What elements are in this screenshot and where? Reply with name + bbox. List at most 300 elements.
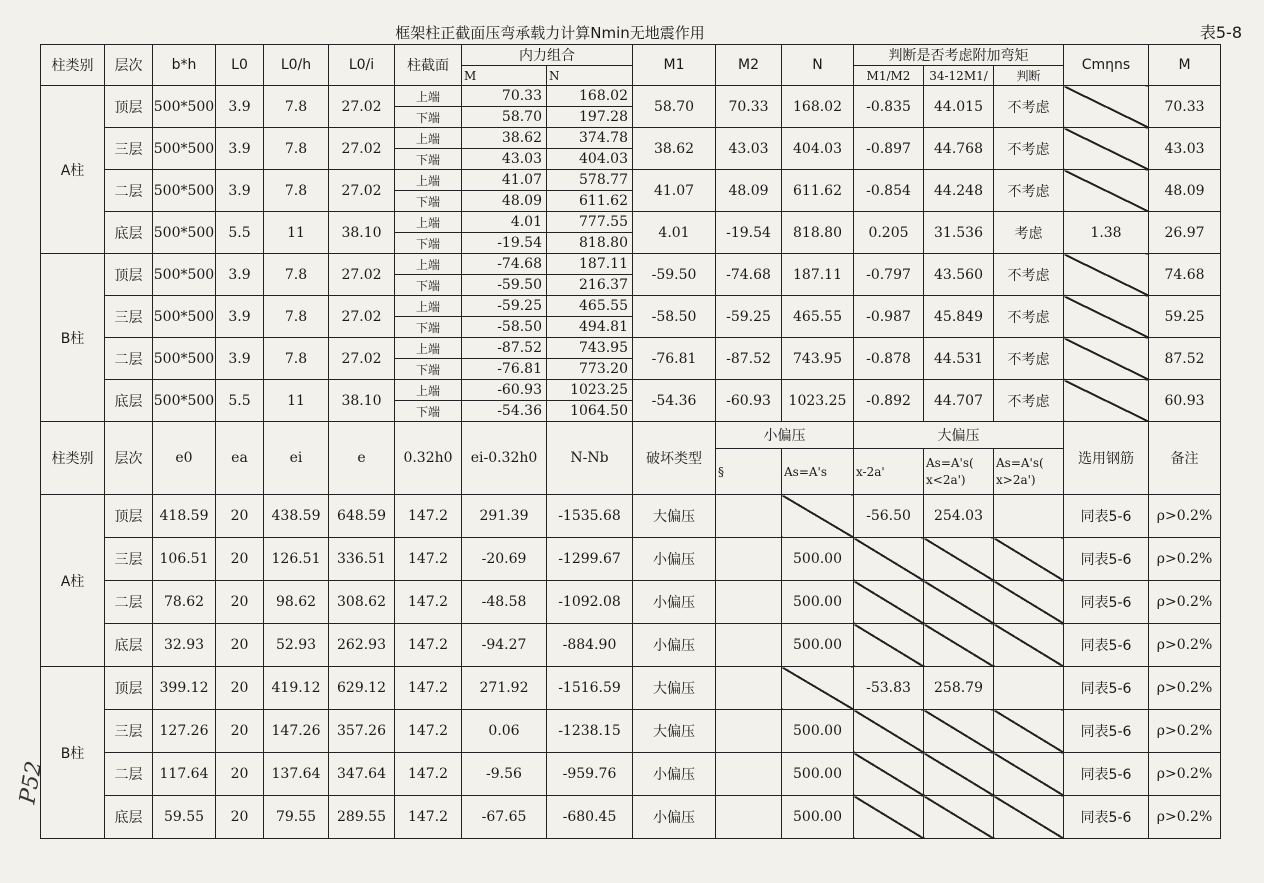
- as-small-cell: 500.00: [782, 538, 854, 581]
- section-bottom-label: 下端: [395, 191, 462, 212]
- e0-cell: 32.93: [153, 624, 216, 667]
- floor-cell: 顶层: [105, 86, 153, 128]
- l0i-cell: 27.02: [329, 170, 395, 212]
- as-small-cell: 500.00: [782, 710, 854, 753]
- as-gt-cell: [994, 710, 1064, 753]
- bh-cell: 500*500: [153, 254, 216, 296]
- x2a-cell: -53.83: [854, 667, 924, 710]
- floor-cell: 底层: [105, 212, 153, 254]
- header-l0: L0: [216, 45, 264, 86]
- as-gt-cell: [994, 667, 1064, 710]
- rebar-cell: 同表5-6: [1064, 710, 1149, 753]
- h032-cell: 147.2: [395, 538, 462, 581]
- n-cell: 611.62: [782, 170, 854, 212]
- failure-type-cell: 大偏压: [633, 710, 716, 753]
- formula-cell: 44.015: [924, 86, 994, 128]
- m1m2-cell: -0.878: [854, 338, 924, 380]
- ei-minus-cell: 271.92: [462, 667, 547, 710]
- internal-m-bottom: 48.09: [462, 191, 547, 212]
- e0-cell: 127.26: [153, 710, 216, 753]
- header-l0i: L0/i: [329, 45, 395, 86]
- cm-cell: [1064, 338, 1149, 380]
- xi-cell: [716, 667, 782, 710]
- ei-cell: 419.12: [264, 667, 329, 710]
- l0i-cell: 27.02: [329, 86, 395, 128]
- ei-cell: 126.51: [264, 538, 329, 581]
- internal-n-top: 743.95: [547, 338, 633, 359]
- m-result-cell: 43.03: [1149, 128, 1221, 170]
- internal-m-bottom: -54.36: [462, 401, 547, 422]
- as-gt-cell: [994, 796, 1064, 839]
- n-nb-cell: -1238.15: [547, 710, 633, 753]
- l0i-cell: 38.10: [329, 380, 395, 422]
- cm-cell: [1064, 296, 1149, 338]
- formula-cell: 44.768: [924, 128, 994, 170]
- lower-floor-cell: 顶层: [105, 495, 153, 538]
- internal-m-bottom: -76.81: [462, 359, 547, 380]
- ea-cell: 20: [216, 495, 264, 538]
- internal-m-top: -74.68: [462, 254, 547, 275]
- failure-type-cell: 大偏压: [633, 667, 716, 710]
- m1-cell: -58.50: [633, 296, 716, 338]
- section-top-label: 上端: [395, 380, 462, 401]
- lower-header-xi: §: [716, 449, 782, 495]
- h032-cell: 147.2: [395, 796, 462, 839]
- ea-cell: 20: [216, 667, 264, 710]
- e-cell: 308.62: [329, 581, 395, 624]
- header-cm: Cmηns: [1064, 45, 1149, 86]
- header-internal-force: 内力组合: [462, 45, 633, 66]
- lower-header-as-gt: As=A's( x>2a'): [994, 449, 1064, 495]
- l0-cell: 3.9: [216, 254, 264, 296]
- lower-floor-cell: 底层: [105, 624, 153, 667]
- as-lt-cell: [924, 624, 994, 667]
- cm-cell: [1064, 380, 1149, 422]
- m1-cell: 4.01: [633, 212, 716, 254]
- l0h-cell: 7.8: [264, 86, 329, 128]
- m-result-cell: 26.97: [1149, 212, 1221, 254]
- bh-cell: 500*500: [153, 86, 216, 128]
- header-m1: M1: [633, 45, 716, 86]
- lower-floor-cell: 二层: [105, 581, 153, 624]
- ea-cell: 20: [216, 581, 264, 624]
- section-top-label: 上端: [395, 170, 462, 191]
- note-cell: ρ>0.2%: [1149, 667, 1221, 710]
- header-column-type: 柱类别: [41, 45, 105, 86]
- m2-cell: -19.54: [716, 212, 782, 254]
- internal-n-bottom: 404.03: [547, 149, 633, 170]
- section-top-label: 上端: [395, 212, 462, 233]
- note-cell: ρ>0.2%: [1149, 753, 1221, 796]
- m-result-cell: 60.93: [1149, 380, 1221, 422]
- l0i-cell: 27.02: [329, 338, 395, 380]
- lower-header-032h0: 0.32h0: [395, 422, 462, 495]
- e-cell: 347.64: [329, 753, 395, 796]
- h032-cell: 147.2: [395, 624, 462, 667]
- internal-m-top: -59.25: [462, 296, 547, 317]
- as-small-cell: 500.00: [782, 753, 854, 796]
- l0-cell: 3.9: [216, 296, 264, 338]
- m1m2-cell: -0.897: [854, 128, 924, 170]
- m1-cell: -54.36: [633, 380, 716, 422]
- section-top-label: 上端: [395, 254, 462, 275]
- judge-cell: 考虑: [994, 212, 1064, 254]
- m2-cell: 48.09: [716, 170, 782, 212]
- formula-cell: 44.707: [924, 380, 994, 422]
- l0-cell: 3.9: [216, 338, 264, 380]
- header-judge: 判断: [994, 66, 1064, 86]
- m-result-cell: 74.68: [1149, 254, 1221, 296]
- formula-cell: 31.536: [924, 212, 994, 254]
- floor-cell: 底层: [105, 380, 153, 422]
- ea-cell: 20: [216, 710, 264, 753]
- lower-header-note: 备注: [1149, 422, 1221, 495]
- n-nb-cell: -959.76: [547, 753, 633, 796]
- header-formula: 34-12M1/: [924, 66, 994, 86]
- bh-cell: 500*500: [153, 128, 216, 170]
- note-cell: ρ>0.2%: [1149, 538, 1221, 581]
- l0h-cell: 7.8: [264, 170, 329, 212]
- floor-cell: 二层: [105, 338, 153, 380]
- as-small-cell: 500.00: [782, 581, 854, 624]
- lower-header-rebar: 选用钢筋: [1064, 422, 1149, 495]
- header-bh: b*h: [153, 45, 216, 86]
- floor-cell: 二层: [105, 170, 153, 212]
- header-m2: M2: [716, 45, 782, 86]
- failure-type-cell: 小偏压: [633, 538, 716, 581]
- m-result-cell: 48.09: [1149, 170, 1221, 212]
- cm-cell: [1064, 254, 1149, 296]
- m2-cell: 43.03: [716, 128, 782, 170]
- section-top-label: 上端: [395, 296, 462, 317]
- header-judge-group: 判断是否考虑附加弯矩: [854, 45, 1064, 66]
- rebar-cell: 同表5-6: [1064, 624, 1149, 667]
- header-m-result: M: [1149, 45, 1221, 86]
- internal-m-bottom: 43.03: [462, 149, 547, 170]
- e0-cell: 418.59: [153, 495, 216, 538]
- header-n: N: [782, 45, 854, 86]
- n-cell: 404.03: [782, 128, 854, 170]
- h032-cell: 147.2: [395, 495, 462, 538]
- lower-header-as-small: As=A's: [782, 449, 854, 495]
- rebar-cell: 同表5-6: [1064, 667, 1149, 710]
- ei-minus-cell: -67.65: [462, 796, 547, 839]
- formula-cell: 44.248: [924, 170, 994, 212]
- l0i-cell: 27.02: [329, 128, 395, 170]
- e-cell: 336.51: [329, 538, 395, 581]
- header-internal-n: N: [547, 66, 633, 86]
- ei-minus-cell: -9.56: [462, 753, 547, 796]
- m1-cell: 38.62: [633, 128, 716, 170]
- internal-n-bottom: 494.81: [547, 317, 633, 338]
- ea-cell: 20: [216, 753, 264, 796]
- internal-n-bottom: 611.62: [547, 191, 633, 212]
- internal-n-top: 777.55: [547, 212, 633, 233]
- ei-cell: 98.62: [264, 581, 329, 624]
- m-result-cell: 87.52: [1149, 338, 1221, 380]
- internal-m-top: 4.01: [462, 212, 547, 233]
- internal-m-bottom: 58.70: [462, 107, 547, 128]
- ei-cell: 147.26: [264, 710, 329, 753]
- internal-m-bottom: -19.54: [462, 233, 547, 254]
- e-cell: 357.26: [329, 710, 395, 753]
- header-l0h: L0/h: [264, 45, 329, 86]
- m2-cell: 70.33: [716, 86, 782, 128]
- l0h-cell: 11: [264, 380, 329, 422]
- internal-m-top: 70.33: [462, 86, 547, 107]
- section-top-label: 上端: [395, 128, 462, 149]
- judge-cell: 不考虑: [994, 128, 1064, 170]
- n-nb-cell: -884.90: [547, 624, 633, 667]
- bh-cell: 500*500: [153, 338, 216, 380]
- failure-type-cell: 大偏压: [633, 495, 716, 538]
- ei-minus-cell: -20.69: [462, 538, 547, 581]
- as-small-cell: [782, 495, 854, 538]
- lower-header-column-type: 柱类别: [41, 422, 105, 495]
- formula-cell: 43.560: [924, 254, 994, 296]
- note-cell: ρ>0.2%: [1149, 495, 1221, 538]
- judge-cell: 不考虑: [994, 338, 1064, 380]
- m1-cell: 58.70: [633, 86, 716, 128]
- n-nb-cell: -680.45: [547, 796, 633, 839]
- lower-header-n-nb: N-Nb: [547, 422, 633, 495]
- bh-cell: 500*500: [153, 296, 216, 338]
- note-cell: ρ>0.2%: [1149, 710, 1221, 753]
- n-nb-cell: -1092.08: [547, 581, 633, 624]
- n-cell: 187.11: [782, 254, 854, 296]
- m2-cell: -59.25: [716, 296, 782, 338]
- e-cell: 289.55: [329, 796, 395, 839]
- x2a-cell: [854, 796, 924, 839]
- lower-column-group-label: B柱: [41, 667, 105, 839]
- ei-cell: 438.59: [264, 495, 329, 538]
- l0h-cell: 11: [264, 212, 329, 254]
- xi-cell: [716, 538, 782, 581]
- note-cell: ρ>0.2%: [1149, 624, 1221, 667]
- floor-cell: 顶层: [105, 254, 153, 296]
- e0-cell: 399.12: [153, 667, 216, 710]
- xi-cell: [716, 753, 782, 796]
- bh-cell: 500*500: [153, 170, 216, 212]
- as-lt-cell: [924, 796, 994, 839]
- internal-n-top: 1023.25: [547, 380, 633, 401]
- e0-cell: 106.51: [153, 538, 216, 581]
- e0-cell: 117.64: [153, 753, 216, 796]
- as-gt-cell: [994, 538, 1064, 581]
- m1m2-cell: -0.987: [854, 296, 924, 338]
- ea-cell: 20: [216, 624, 264, 667]
- e-cell: 629.12: [329, 667, 395, 710]
- m1-cell: 41.07: [633, 170, 716, 212]
- n-cell: 1023.25: [782, 380, 854, 422]
- as-small-cell: 500.00: [782, 624, 854, 667]
- as-lt-cell: [924, 538, 994, 581]
- rebar-cell: 同表5-6: [1064, 538, 1149, 581]
- m1m2-cell: -0.835: [854, 86, 924, 128]
- m1m2-cell: 0.205: [854, 212, 924, 254]
- lower-header-e: e: [329, 422, 395, 495]
- column-group-label: B柱: [41, 254, 105, 422]
- l0i-cell: 38.10: [329, 212, 395, 254]
- lower-header-floor: 层次: [105, 422, 153, 495]
- ei-minus-cell: -48.58: [462, 581, 547, 624]
- l0h-cell: 7.8: [264, 254, 329, 296]
- as-gt-cell: [994, 753, 1064, 796]
- m2-cell: -60.93: [716, 380, 782, 422]
- calculation-table: [40, 44, 1221, 839]
- judge-cell: 不考虑: [994, 380, 1064, 422]
- as-lt-cell: [924, 753, 994, 796]
- judge-cell: 不考虑: [994, 296, 1064, 338]
- l0-cell: 3.9: [216, 128, 264, 170]
- internal-m-top: 38.62: [462, 128, 547, 149]
- lower-floor-cell: 顶层: [105, 667, 153, 710]
- ea-cell: 20: [216, 796, 264, 839]
- table-number: 表5-8: [1199, 23, 1242, 42]
- internal-n-bottom: 818.80: [547, 233, 633, 254]
- e-cell: 648.59: [329, 495, 395, 538]
- judge-cell: 不考虑: [994, 86, 1064, 128]
- xi-cell: [716, 495, 782, 538]
- as-gt-cell: [994, 624, 1064, 667]
- column-group-label: A柱: [41, 86, 105, 254]
- h032-cell: 147.2: [395, 581, 462, 624]
- x2a-cell: [854, 624, 924, 667]
- rebar-cell: 同表5-6: [1064, 581, 1149, 624]
- ei-cell: 79.55: [264, 796, 329, 839]
- ei-minus-cell: -94.27: [462, 624, 547, 667]
- lower-header-as-lt: As=A's( x<2a'): [924, 449, 994, 495]
- lower-header-large-ecc: 大偏压: [854, 422, 1064, 449]
- h032-cell: 147.2: [395, 710, 462, 753]
- header-section: 柱截面: [395, 45, 462, 86]
- m2-cell: -74.68: [716, 254, 782, 296]
- header-m1m2: M1/M2: [854, 66, 924, 86]
- rebar-cell: 同表5-6: [1064, 495, 1149, 538]
- judge-cell: 不考虑: [994, 254, 1064, 296]
- m2-cell: -87.52: [716, 338, 782, 380]
- n-cell: 743.95: [782, 338, 854, 380]
- header-floor: 层次: [105, 45, 153, 86]
- ea-cell: 20: [216, 538, 264, 581]
- e0-cell: 59.55: [153, 796, 216, 839]
- m1m2-cell: -0.797: [854, 254, 924, 296]
- m-result-cell: 59.25: [1149, 296, 1221, 338]
- lower-header-ei: ei: [264, 422, 329, 495]
- lower-floor-cell: 二层: [105, 753, 153, 796]
- rebar-cell: 同表5-6: [1064, 796, 1149, 839]
- n-cell: 168.02: [782, 86, 854, 128]
- floor-cell: 三层: [105, 128, 153, 170]
- page-title: 框架柱正截面压弯承载力计算Nmin无地震作用: [395, 24, 705, 42]
- l0i-cell: 27.02: [329, 254, 395, 296]
- section-bottom-label: 下端: [395, 275, 462, 296]
- section-top-label: 上端: [395, 86, 462, 107]
- ei-cell: 52.93: [264, 624, 329, 667]
- section-bottom-label: 下端: [395, 317, 462, 338]
- l0h-cell: 7.8: [264, 338, 329, 380]
- internal-m-top: 41.07: [462, 170, 547, 191]
- note-cell: ρ>0.2%: [1149, 796, 1221, 839]
- l0i-cell: 27.02: [329, 296, 395, 338]
- n-cell: 818.80: [782, 212, 854, 254]
- internal-n-bottom: 216.37: [547, 275, 633, 296]
- as-lt-cell: 254.03: [924, 495, 994, 538]
- ei-cell: 137.64: [264, 753, 329, 796]
- n-nb-cell: -1535.68: [547, 495, 633, 538]
- section-bottom-label: 下端: [395, 233, 462, 254]
- floor-cell: 三层: [105, 296, 153, 338]
- internal-m-top: -87.52: [462, 338, 547, 359]
- margin-handwritten-note: P52: [15, 759, 48, 806]
- header-internal-m: M: [462, 66, 547, 86]
- xi-cell: [716, 710, 782, 753]
- m1-cell: -76.81: [633, 338, 716, 380]
- cm-cell: [1064, 128, 1149, 170]
- formula-cell: 44.531: [924, 338, 994, 380]
- note-cell: ρ>0.2%: [1149, 581, 1221, 624]
- internal-m-top: -60.93: [462, 380, 547, 401]
- as-lt-cell: 258.79: [924, 667, 994, 710]
- internal-n-bottom: 197.28: [547, 107, 633, 128]
- n-nb-cell: -1299.67: [547, 538, 633, 581]
- rebar-cell: 同表5-6: [1064, 753, 1149, 796]
- internal-n-top: 578.77: [547, 170, 633, 191]
- formula-cell: 45.849: [924, 296, 994, 338]
- m1m2-cell: -0.854: [854, 170, 924, 212]
- section-top-label: 上端: [395, 338, 462, 359]
- lower-header-small-ecc: 小偏压: [716, 422, 854, 449]
- judge-cell: 不考虑: [994, 170, 1064, 212]
- l0-cell: 5.5: [216, 212, 264, 254]
- n-cell: 465.55: [782, 296, 854, 338]
- x2a-cell: [854, 538, 924, 581]
- bh-cell: 500*500: [153, 380, 216, 422]
- internal-n-top: 465.55: [547, 296, 633, 317]
- section-bottom-label: 下端: [395, 359, 462, 380]
- lower-floor-cell: 三层: [105, 710, 153, 753]
- lower-header-failure: 破坏类型: [633, 422, 716, 495]
- xi-cell: [716, 624, 782, 667]
- h032-cell: 147.2: [395, 753, 462, 796]
- as-gt-cell: [994, 495, 1064, 538]
- l0-cell: 5.5: [216, 380, 264, 422]
- failure-type-cell: 小偏压: [633, 796, 716, 839]
- lower-header-e0: e0: [153, 422, 216, 495]
- m-result-cell: 70.33: [1149, 86, 1221, 128]
- l0h-cell: 7.8: [264, 296, 329, 338]
- section-bottom-label: 下端: [395, 401, 462, 422]
- as-lt-cell: [924, 581, 994, 624]
- h032-cell: 147.2: [395, 667, 462, 710]
- xi-cell: [716, 581, 782, 624]
- n-nb-cell: -1516.59: [547, 667, 633, 710]
- cm-cell: [1064, 170, 1149, 212]
- as-small-cell: [782, 667, 854, 710]
- internal-n-top: 374.78: [547, 128, 633, 149]
- internal-m-bottom: -58.50: [462, 317, 547, 338]
- e-cell: 262.93: [329, 624, 395, 667]
- as-lt-cell: [924, 710, 994, 753]
- bh-cell: 500*500: [153, 212, 216, 254]
- cm-cell: 1.38: [1064, 212, 1149, 254]
- x2a-cell: [854, 753, 924, 796]
- m1-cell: -59.50: [633, 254, 716, 296]
- l0h-cell: 7.8: [264, 128, 329, 170]
- lower-header-ea: ea: [216, 422, 264, 495]
- lower-header-ei-minus: ei-0.32h0: [462, 422, 547, 495]
- lower-floor-cell: 三层: [105, 538, 153, 581]
